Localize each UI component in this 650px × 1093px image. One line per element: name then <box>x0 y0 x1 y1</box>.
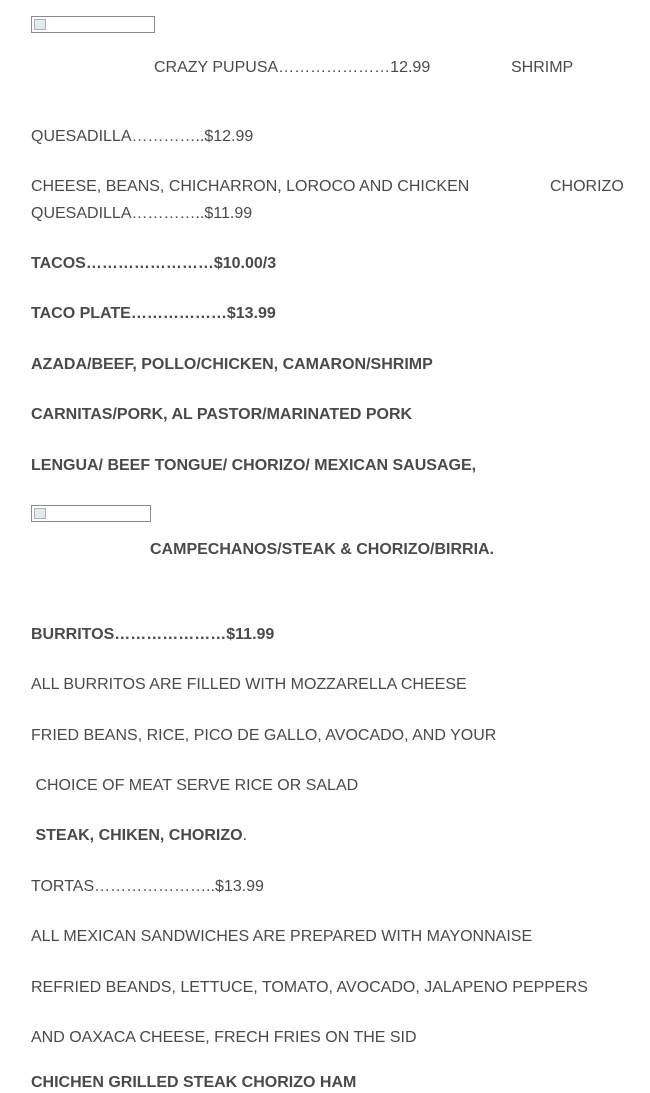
menu-word-shrimp: SHRIMP <box>511 59 574 76</box>
menu-item-tortas: TORTAS…………………..$13.99 <box>31 878 264 895</box>
menu-burritos-meats-period: . <box>242 827 248 844</box>
menu-meat-options-3: LENGUA/ BEEF TONGUE/ CHORIZO/ MEXICAN SAUSAGE, <box>31 457 477 474</box>
menu-tortas-description-3: AND OAXACA CHEESE, FRECH FRIES ON THE SID <box>31 1029 417 1046</box>
menu-item-chorizo-quesadilla: QUESADILLA…………..$11.99 <box>31 205 253 222</box>
menu-tortas-description-2: REFRIED BEANDS, LETTUCE, TOMATO, AVOCADO, JALAPENO PEPPERS <box>31 979 588 996</box>
menu-meat-options-2: CARNITAS/PORK, AL PASTOR/MARINATED PORK <box>31 406 413 423</box>
menu-meat-options-4: CAMPECHANOS/STEAK & CHORIZO/BIRRIA. <box>150 541 495 558</box>
menu-item-shrimp-quesadilla: QUESADILLA…………..$12.99 <box>31 128 254 145</box>
broken-image-icon <box>31 16 155 33</box>
menu-burritos-description-2: FRIED BEANS, RICE, PICO DE GALLO, AVOCADO, AND YOUR <box>31 727 497 744</box>
menu-meat-options-1: AZADA/BEEF, POLLO/CHICKEN, CAMARON/SHRIMP <box>31 356 433 373</box>
menu-word-chorizo: CHORIZO <box>550 178 624 195</box>
menu-item-taco-plate: TACO PLATE………………$13.99 <box>31 305 276 322</box>
menu-item-tacos: TACOS……………………$10.00/3 <box>31 255 277 272</box>
menu-item-crazy-pupusa: CRAZY PUPUSA…………………12.99 <box>154 59 431 76</box>
menu-description-cheese: CHEESE, BEANS, CHICHARRON, LOROCO AND CHICKEN <box>31 178 470 195</box>
broken-image-icon <box>31 505 151 522</box>
menu-tortas-description-1: ALL MEXICAN SANDWICHES ARE PREPARED WITH MAYONNAISE <box>31 928 533 945</box>
menu-tortas-meats: CHICHEN GRILLED STEAK CHORIZO HAM <box>31 1074 357 1091</box>
menu-item-burritos: BURRITOS…………………$11.99 <box>31 626 275 643</box>
menu-burritos-meats: STEAK, CHIKEN, CHORIZO <box>31 827 243 844</box>
menu-burritos-description-1: ALL BURRITOS ARE FILLED WITH MOZZARELLA CHEESE <box>31 676 467 693</box>
menu-burritos-meats-line <box>31 826 247 846</box>
menu-burritos-description-3: CHOICE OF MEAT SERVE RICE OR SALAD <box>31 777 359 794</box>
